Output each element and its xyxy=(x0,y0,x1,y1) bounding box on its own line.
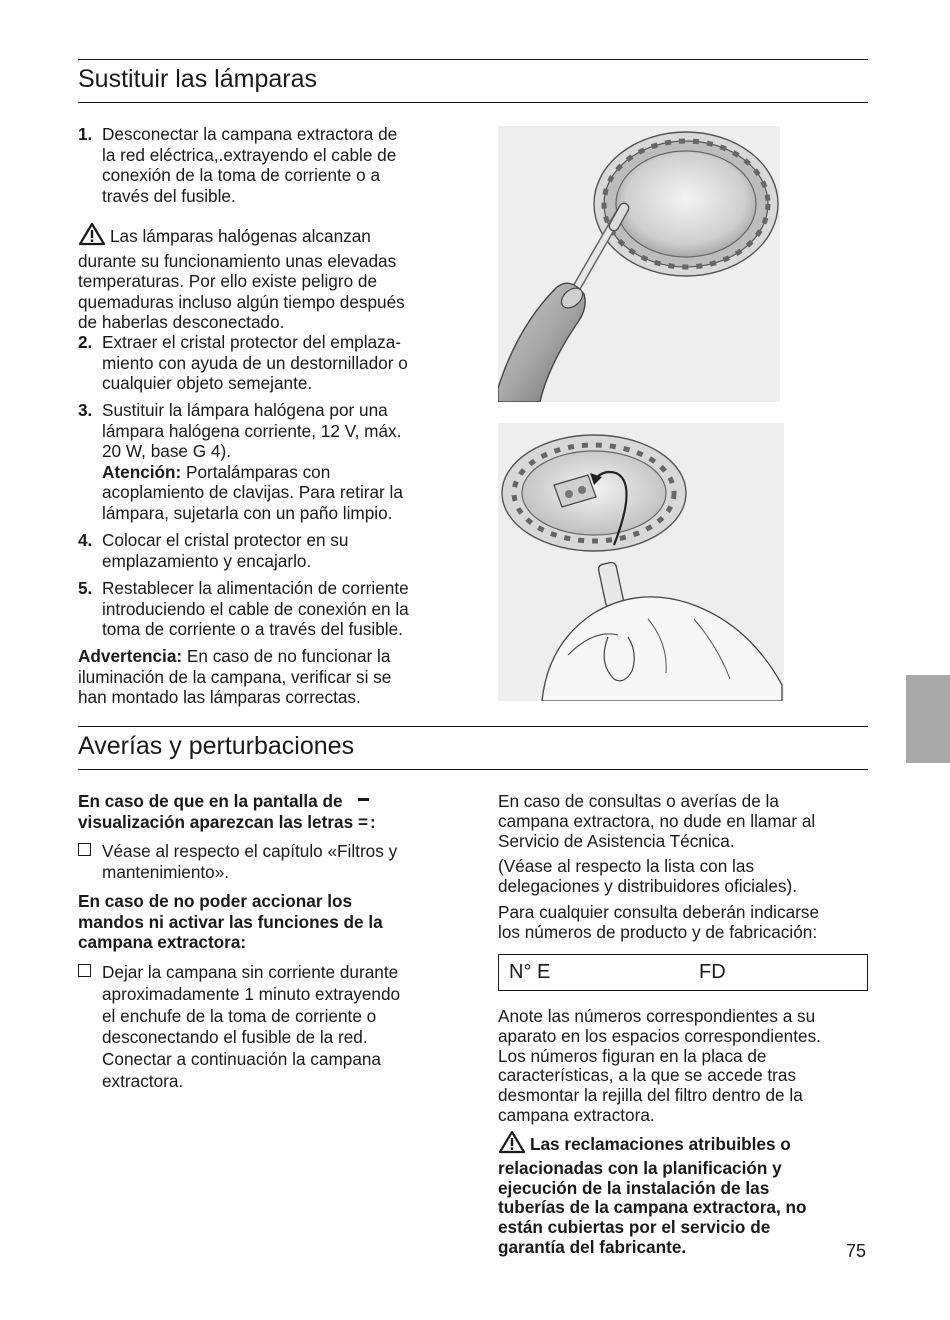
display-letters-heading: En caso de que en la pantalla de visualización aparezcan las letras = : xyxy=(78,791,376,832)
dealers-paragraph: (Véase al respecto la lista con las delegaciones y distribuidores oficiales). xyxy=(498,856,798,896)
section-title-faults: Averías y perturbaciones xyxy=(78,732,355,760)
page-number: 75 xyxy=(846,1241,867,1261)
service-paragraph: En caso de consultas o averías de la campana extractora, no dude en llamar al Servicio de Asistencia Técnica. xyxy=(498,791,816,851)
section-title-lamps: Sustituir las lámparas xyxy=(78,65,317,93)
advertencia-note: Advertencia: En caso de no funcionar la iluminación de la campana, verificar si se han montado las lámparas correctas. xyxy=(78,646,392,708)
e-number-label: N° E xyxy=(509,961,551,983)
section2-top-rule xyxy=(78,726,868,727)
title-rule xyxy=(78,102,868,103)
warning-triangle-icon xyxy=(498,1130,526,1159)
controls-heading: En caso de no poder accionar los mandos ni activar las funciones de la campana extractora: xyxy=(78,891,383,953)
chapter-tab-marker xyxy=(906,675,950,763)
figure-screwdriver-glass xyxy=(498,126,780,407)
warning-triangle-icon xyxy=(78,222,106,251)
bullet-filters-reference: Véase al respecto el capítulo «Filtros y mantenimiento». xyxy=(78,841,458,882)
checkbox-bullet-icon xyxy=(78,964,91,977)
fd-number-label: FD xyxy=(699,961,726,983)
rating-plate-paragraph: Anote las números correspondientes a su aparato en los espacios correspondientes. Los números figuran en la placa de características, a la que se accede tras desmontar la rejilla del filtro dentro de la campana extractora. xyxy=(498,1006,821,1125)
top-rule xyxy=(78,59,868,60)
heat-warning: Las lámparas halógenas alcanzan durante su funcionamiento unas elevadas temperaturas. Por ello existe peligro de quemaduras incluso algún tiempo después de haberlas desconectado. xyxy=(78,222,458,333)
bullet-power-reset: Dejar la campana sin corriente durante aproximadamente 1 minuto extrayendo el enchufe de la toma de corriente o desconectando el fusible de la red. Conectar a continuación la campana extractora. xyxy=(78,962,458,1093)
product-number-box xyxy=(498,954,868,991)
display-symbol: = xyxy=(358,812,370,833)
numbers-paragraph: Para cualquier consulta deberán indicarse los números de producto y de fabricación: xyxy=(498,902,820,942)
checkbox-bullet-icon xyxy=(78,843,91,856)
warranty-warning: Las reclamaciones atribuibles o relacionadas con la planificación y ejecución de la instalación de las tuberías de la campana extractora, no están cubiertas por el servicio de garantía del fabricante. xyxy=(498,1130,868,1258)
section2-title-rule xyxy=(78,769,868,770)
figure-halogen-lamp xyxy=(498,423,784,706)
